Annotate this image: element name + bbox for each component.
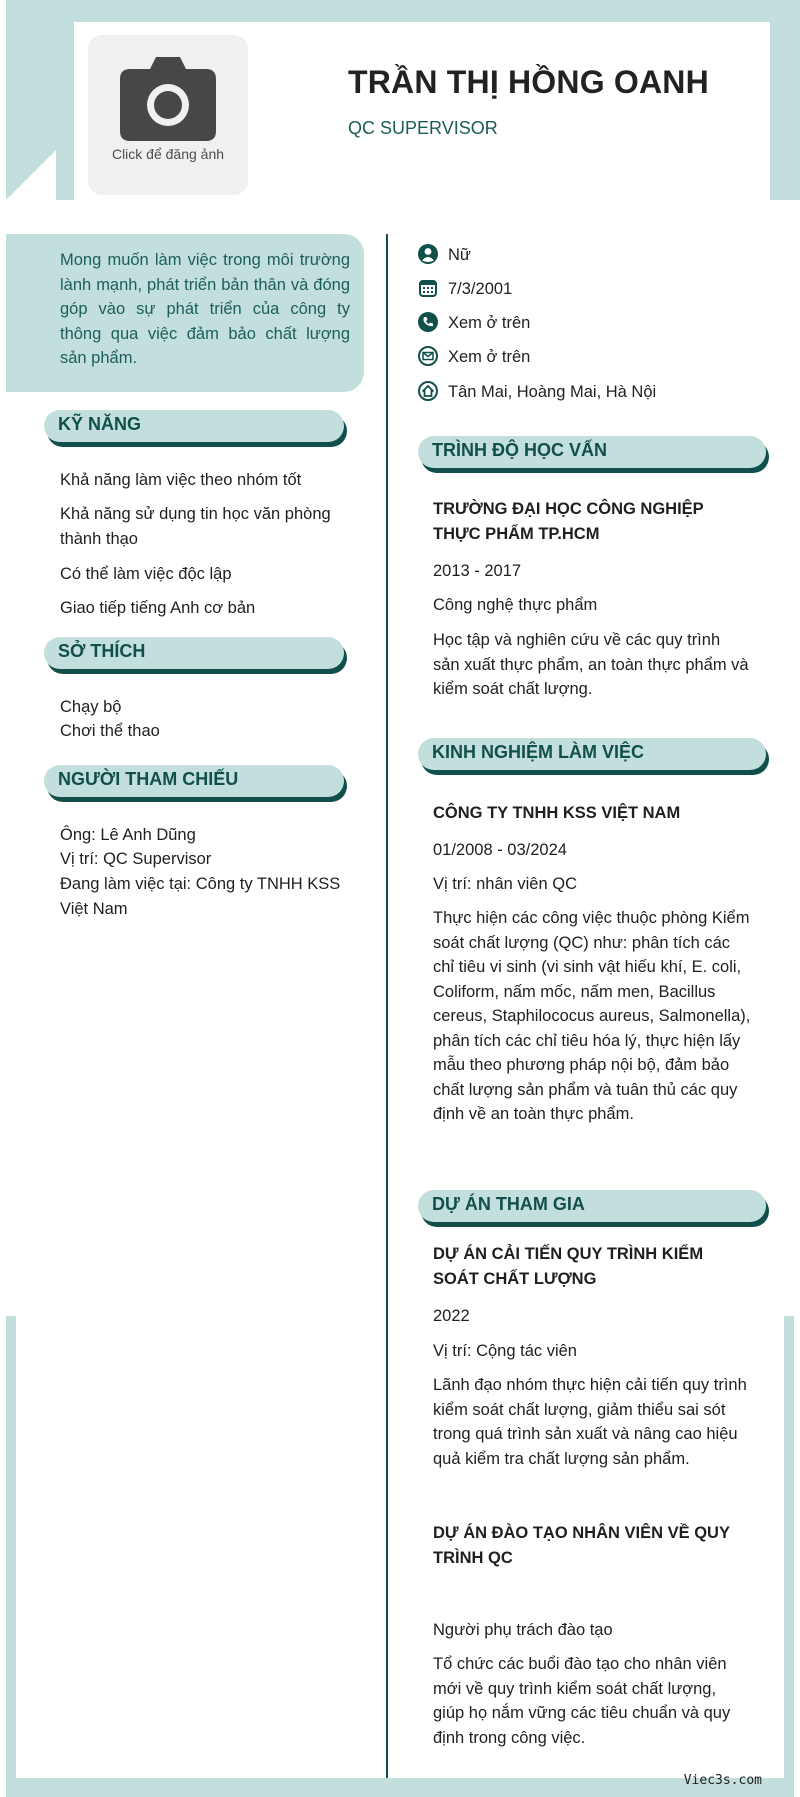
reference-position: Vị trí: QC Supervisor bbox=[60, 850, 212, 868]
education-heading-label: TRÌNH ĐỘ HỌC VẤN bbox=[432, 440, 607, 460]
list-item: Chơi thể thao bbox=[60, 722, 160, 740]
projects-heading bbox=[418, 1190, 766, 1222]
candidate-name: TRẦN THỊ HỒNG OANH bbox=[348, 64, 709, 100]
projects-heading-label: DỰ ÁN THAM GIA bbox=[432, 1194, 585, 1214]
references-heading-label: NGƯỜI THAM CHIẾU bbox=[58, 769, 239, 789]
project-title: DỰ ÁN CẢI TIẾN QUY TRÌNH KIỂM SOÁT CHẤT LƯỢNG bbox=[433, 1245, 704, 1288]
watermark: Viec3s.com bbox=[683, 1773, 762, 1788]
references-heading bbox=[44, 765, 344, 797]
hobbies-heading bbox=[44, 637, 344, 669]
education-heading bbox=[418, 436, 766, 468]
header-corner bbox=[6, 150, 56, 200]
experience-period: 01/2008 - 03/2024 bbox=[433, 841, 567, 859]
project-role: Người phụ trách đào tạo bbox=[433, 1621, 613, 1639]
photo-label: Click để đăng ảnh bbox=[111, 146, 225, 162]
skills-heading bbox=[44, 410, 344, 442]
project-role: Vị trí: Cộng tác viên bbox=[433, 1342, 577, 1360]
skills-heading-label: KỸ NĂNG bbox=[58, 414, 142, 434]
phone-value: Xem ở trên bbox=[448, 314, 531, 332]
reference-name: Ông: Lê Anh Dũng bbox=[60, 826, 196, 844]
footer-band bbox=[6, 1778, 794, 1797]
list-item: Có thể làm việc độc lập bbox=[60, 565, 232, 583]
experience-heading-label: KINH NGHIỆM LÀM VIỆC bbox=[432, 742, 645, 762]
list-item: Chạy bộ bbox=[60, 698, 122, 716]
objective-box bbox=[6, 234, 364, 392]
header-right-band bbox=[770, 0, 800, 200]
birthday-value: 7/3/2001 bbox=[448, 280, 513, 298]
project-year: 2022 bbox=[433, 1307, 470, 1325]
reference-workplace: Đang làm việc tại: Công ty TNHH KSS Việt Nam bbox=[60, 875, 341, 918]
email-value: Xem ở trên bbox=[448, 348, 531, 366]
objective-text: Mong muốn làm việc trong môi trường lành mạnh, phát triển bản thân và đóng góp vào sự phát triển của công ty thông qua việc đảm bảo chất lượng sản phẩm. bbox=[60, 251, 350, 367]
calendar-icon bbox=[418, 278, 438, 298]
project-title: DỰ ÁN ĐÀO TẠO NHÂN VIÊN VỀ QUY TRÌNH QC bbox=[433, 1524, 730, 1567]
school-name: TRƯỜNG ĐẠI HỌC CÔNG NGHIỆP THỰC PHẨM TP.HCM bbox=[433, 500, 704, 543]
email-icon bbox=[418, 346, 438, 366]
list-item: Khả năng làm việc theo nhóm tốt bbox=[60, 471, 302, 489]
footer-left-band bbox=[6, 1316, 16, 1797]
header-band bbox=[6, 0, 800, 22]
experience-heading bbox=[418, 738, 766, 770]
user-icon bbox=[418, 244, 438, 264]
education-period: 2013 - 2017 bbox=[433, 562, 522, 580]
project-description: Tổ chức các buổi đào tạo cho nhân viên mới về quy trình kiểm soát chất lượng, giúp họ nắm vững các tiêu chuẩn và quy định trong công việc. bbox=[433, 1655, 731, 1747]
column-divider bbox=[386, 234, 388, 1778]
list-item: Khả năng sử dụng tin học văn phòng thành thạo bbox=[60, 505, 331, 548]
avatar-upload[interactable] bbox=[88, 35, 248, 195]
job-title: QC SUPERVISOR bbox=[348, 118, 498, 138]
project-description: Lãnh đạo nhóm thực hiện cải tiến quy trình kiểm soát chất lượng, giảm thiểu sai sót trong quá trình sản xuất và nâng cao hiệu quả kiểm tra chất lượng sản phẩm. bbox=[433, 1376, 747, 1468]
hobbies-heading-label: SỞ THÍCH bbox=[58, 641, 146, 661]
education-major: Công nghệ thực phẩm bbox=[433, 596, 598, 614]
footer-right-band bbox=[784, 1316, 794, 1797]
home-icon bbox=[418, 381, 438, 401]
list-item: Giao tiếp tiếng Anh cơ bản bbox=[60, 599, 256, 617]
experience-position: Vị trí: nhân viên QC bbox=[433, 875, 577, 893]
education-description: Học tập và nghiên cứu về các quy trình sản xuất thực phẩm, an toàn thực phẩm và kiểm soát chất lượng. bbox=[433, 631, 749, 698]
address-value: Tân Mai, Hoàng Mai, Hà Nội bbox=[448, 383, 657, 401]
phone-icon bbox=[418, 312, 438, 332]
gender-value: Nữ bbox=[448, 246, 471, 264]
experience-description: Thực hiện các công việc thuộc phòng Kiểm soát chất lượng (QC) như: phân tích các chỉ tiêu vi sinh (vi sinh vật hiếu khí, E. coli, Coliform, nấm mốc, nấm men, Bacillus cereus, Staphilococus aureus, Salmonella), phân tích các chỉ tiêu hóa lý, thực hiện lấy mẫu theo phương pháp nội bộ, đảm bảo chất lượng sản phẩm và tuân thủ các quy định về an toàn thực phẩm. bbox=[433, 909, 751, 1123]
company-name: CÔNG TY TNHH KSS VIỆT NAM bbox=[433, 804, 681, 822]
camera-icon bbox=[120, 57, 216, 141]
